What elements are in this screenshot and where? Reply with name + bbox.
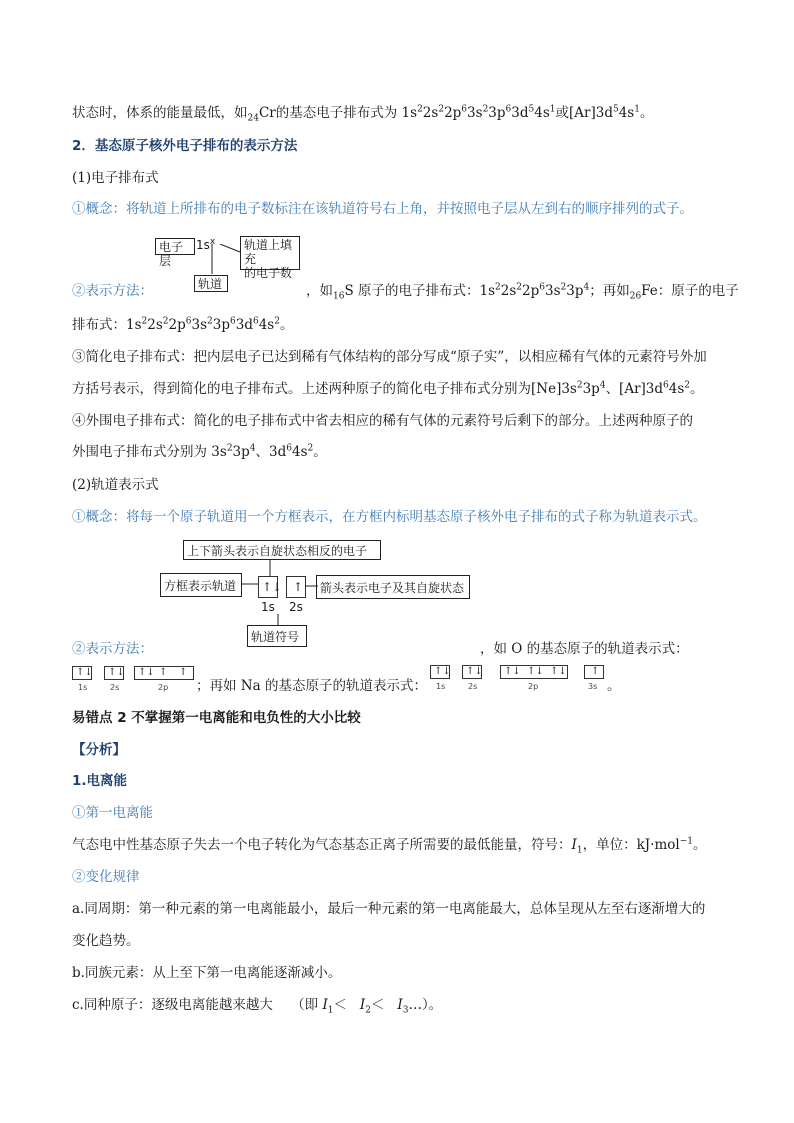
diagram2-left-box: 方框表示轨道 <box>160 573 242 597</box>
diagram1-connectors <box>190 244 250 280</box>
rule-a-line-1: a.同周期：第一种元素的第一电离能最小，最后一种元素的第一电离能最大，总体呈现从左至右逐渐增大的 <box>72 901 706 917</box>
outer-line-1: ④外围电子排布式：简化的电子排布式中省去相应的稀有气体的元素符号后剩下的部分。上述两种原子的 <box>72 413 693 429</box>
diagram2-orbital-2s: ↑ <box>286 576 306 598</box>
o-label-1s: 1s <box>78 683 88 692</box>
rule-b: b.同族元素：从上至下第一电离能逐渐减小。 <box>72 965 342 981</box>
outer-line-2: 外围电子排布式分别为 $3s^23p^4$、$3d^64s^2$。 <box>72 443 327 460</box>
ionization-heading: 1.电离能 <box>72 773 128 789</box>
na-orbital-2p: ↑↓ ↑↓ ↑↓ <box>500 665 568 679</box>
na-orbital-1s: ↑↓ <box>430 665 450 679</box>
fe-config-line: 排布式：$1s^22s^22p^63s^23p^63d^64s^2$。 <box>72 316 294 333</box>
diagram1-filled-box: 轨道上填充 的电子数 <box>240 236 300 270</box>
o-orbital-2p: ↑↓ ↑ ↑ <box>134 666 194 680</box>
method2-o-text: ，如 O 的基态原子的轨道表示式： <box>480 641 689 657</box>
error-point-2-heading: 易错点 2 不掌握第一电离能和电负性的大小比较 <box>72 710 361 726</box>
na-orbital-2s: ↑↓ <box>462 665 482 679</box>
diagram2-orbital-1s: ↑↓ <box>258 576 278 598</box>
o-orbital-1s: ↑↓ <box>72 666 92 680</box>
line-cr-config: 状态时，体系的能量最低，如$_{24}$Cr的基态电子排布式为 $1s^22s^22p^63s^23p^63d^54s^1$或$[Ar]3d^54s^1$。 <box>72 104 654 124</box>
change-rule-heading: ②变化规律 <box>72 869 140 885</box>
diagram2-right-box: 箭头表示电子及其自旋状态 <box>316 575 470 599</box>
rule-a-line-2: 变化趋势。 <box>72 933 140 949</box>
na-label-1s: 1s <box>436 682 446 691</box>
heading-representation: 2．基态原子核外电子排布的表示方法 <box>72 138 298 154</box>
na-text: ；再如 Na 的基态原子的轨道表示式： <box>196 678 427 694</box>
diagram2-label-1s: 1s <box>261 600 275 614</box>
diagram2-label-2s: 2s <box>289 600 303 614</box>
diagram1-orbital-box: 轨道 <box>194 275 228 292</box>
subheading-config: (1)电子排布式 <box>72 170 159 186</box>
method-line: ②表示方法： <box>72 283 153 299</box>
method-line-rest: ，如$_{16}$S 原子的电子排布式：$1s^22s^22p^63s^23p^4$；再如$_{26}$Fe：原子的电子 <box>306 282 739 302</box>
o-label-2p: 2p <box>158 683 169 692</box>
simplified-line-2: 方括号表示，得到简化的电子排布式。上述两种原子的简化电子排布式分别为$[Ne]3s^23p^4$、$[Ar]3d^64s^2$。 <box>72 380 704 397</box>
na-label-2p: 2p <box>528 682 539 691</box>
diagram2-top-box: 上下箭头表示自旋状态相反的电子 <box>183 540 381 560</box>
subheading-orbital: (2)轨道表示式 <box>72 477 159 493</box>
diagram1-layer-box: 电子层 <box>155 238 195 255</box>
rule-c: c.同种原子：逐级电离能越来越大 （即 $I_1< I_2<$ $I_3\dots$）。 <box>72 997 443 1016</box>
concept-orbital: ①概念：将每一个原子轨道用一个方框表示，在方框内标明基态原子核外电子排布的式子称为轨道表示式。 <box>72 509 707 525</box>
diagram2-bottom-box: 轨道符号 <box>247 625 307 647</box>
o-orbital-2s: ↑↓ <box>104 666 124 680</box>
simplified-line-1: ③简化电子排布式：把内层电子已达到稀有气体结构的部分写成“原子实”，以相应稀有气体的元素符号外加 <box>72 349 707 365</box>
diagram2-connectors <box>240 558 320 628</box>
method2-label-blue: ②表示方法： <box>72 641 153 657</box>
na-period: 。 <box>607 678 621 694</box>
na-label-3s: 3s <box>588 682 598 691</box>
o-label-2s: 2s <box>110 683 120 692</box>
diagram1-orbital-symbol: $1s^x$ <box>196 237 216 252</box>
na-label-2s: 2s <box>468 682 478 691</box>
na-orbital-3s: ↑ <box>584 665 604 679</box>
ionization-definition: 气态电中性基态原子失去一个电子转化为气态基态正离子所需要的最低能量，符号：$I_1$，单位：kJ·mol$^{-1}$。 <box>72 836 707 856</box>
first-ionization-heading: ①第一电离能 <box>72 805 153 821</box>
concept-config: ①概念：将轨道上所排布的电子数标注在该轨道符号右上角，并按照电子层从左到右的顺序排列的式子。 <box>72 201 693 217</box>
analysis-heading: 【分析】 <box>72 742 126 758</box>
